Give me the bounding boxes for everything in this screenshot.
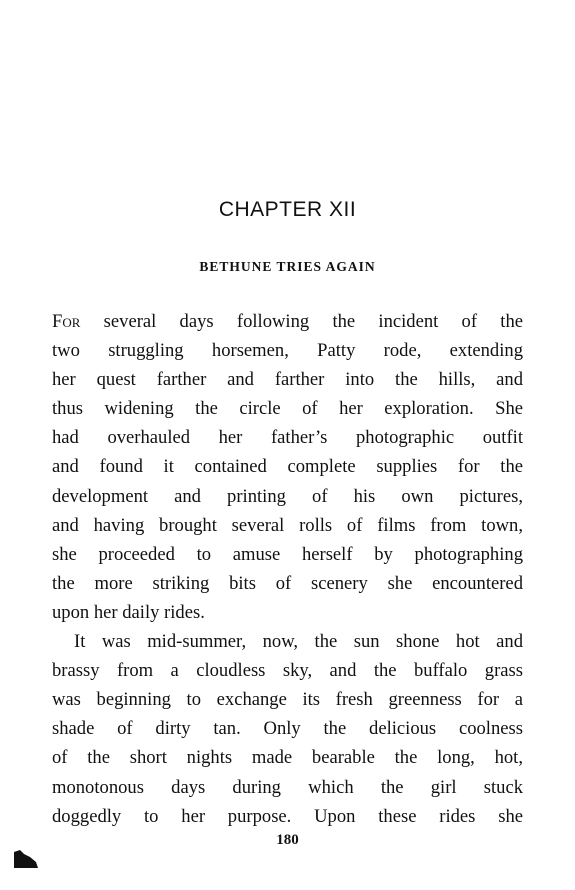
text-line: was beginning to exchange its fresh greenness for a bbox=[52, 689, 523, 711]
text-line-content: several days following the incident of the bbox=[80, 311, 523, 332]
chapter-title: CHAPTER XII bbox=[218, 198, 357, 221]
lead-word: For bbox=[52, 311, 81, 332]
text-line: her quest farther and farther into the hills, and bbox=[52, 369, 523, 391]
text-line: two struggling horsemen, Patty rode, extending bbox=[52, 340, 523, 362]
text-line: she proceeded to amuse herself by photographing bbox=[52, 543, 523, 565]
scan-artifact-icon bbox=[14, 848, 38, 870]
text-line: brassy from a cloudless sky, and the buffalo grass bbox=[52, 660, 523, 682]
chapter-subtitle: BETHUNE TRIES AGAIN bbox=[199, 259, 376, 274]
page-number: 180 bbox=[276, 832, 299, 848]
text-line: development and printing of his own pictures, bbox=[52, 485, 523, 507]
text-line: the more striking bits of scenery she encountered bbox=[52, 572, 523, 594]
text-line: of the short nights made bearable the long, hot, bbox=[52, 747, 523, 769]
text-line: thus widening the circle of her exploration. She bbox=[52, 398, 523, 420]
text-line: had overhauled her father’s photographic outfit bbox=[52, 427, 523, 449]
text-line bbox=[52, 307, 523, 336]
body-text bbox=[52, 307, 523, 831]
text-line: doggedly to her purpose. Upon these rides she bbox=[52, 805, 523, 827]
text-line: and having brought several rolls of films from town, bbox=[52, 514, 523, 536]
text-line: monotonous days during which the girl stuck bbox=[52, 776, 523, 798]
text-line: and found it contained complete supplies for the bbox=[52, 456, 523, 478]
text-line: It was mid-summer, now, the sun shone hot and bbox=[74, 631, 523, 653]
text-line: shade of dirty tan. Only the delicious coolness bbox=[52, 718, 523, 740]
text-line: upon her daily rides. bbox=[52, 601, 205, 623]
